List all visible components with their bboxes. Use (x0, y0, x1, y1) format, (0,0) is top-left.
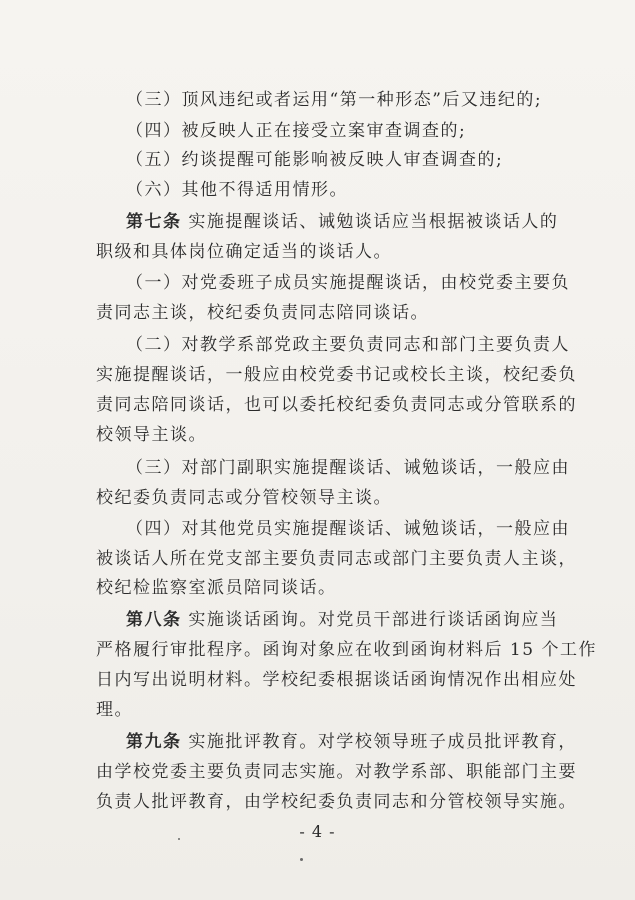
line-text: 校领导主谈。 (96, 425, 207, 445)
line-text: 实施谈话函询。对党员干部进行谈话函询应当 (181, 610, 559, 630)
text-line (96, 242, 392, 262)
text-line (96, 578, 337, 598)
text-line (126, 335, 570, 355)
line-text: （二）对教学系部党政主要负责同志和部门主要负责人 (126, 335, 570, 355)
article-heading: 第九条 (126, 732, 182, 752)
text-line (96, 303, 429, 323)
line-text: 校纪检监察室派员陪同谈话。 (96, 578, 337, 598)
line-text: 责同志陪同谈话，也可以委托校纪委负责同志或分管联系的 (96, 395, 577, 415)
text-line (126, 519, 570, 539)
text-line (96, 700, 133, 720)
line-text: （三）对部门副职实施提醒谈话、诫勉谈话，一般应由 (126, 458, 570, 478)
line-text: 由学校党委主要负责同志实施。对教学系部、职能部门主要 (96, 762, 577, 782)
line-text: 实施提醒谈话，一般应由校党委书记或校长主谈，校纪委负 (96, 365, 577, 385)
scan-speck (178, 838, 180, 840)
text-line (96, 425, 207, 445)
line-text: （一）对党委班子成员实施提醒谈话，由校党委主要负 (126, 273, 570, 293)
text-line (126, 458, 570, 478)
text-line (96, 670, 577, 690)
line-text: 理。 (96, 700, 133, 720)
line-text: （四）对其他党员实施提醒谈话、诫勉谈话，一般应由 (126, 519, 570, 539)
line-text: 职级和具体岗位确定适当的谈话人。 (96, 242, 392, 262)
text-line (96, 395, 577, 415)
text-line (126, 212, 558, 232)
line-text: 实施批评教育。对学校领导班子成员批评教育， (181, 732, 577, 752)
line-text: 责同志主谈，校纪委负责同志陪同谈话。 (96, 303, 429, 323)
text-line (96, 365, 577, 385)
text-line (96, 640, 597, 660)
line-text: 实施提醒谈话、诫勉谈话应当根据被谈话人的 (181, 212, 559, 232)
text-line (96, 792, 577, 812)
line-text: 校纪委负责同志或分管校领导主谈。 (96, 488, 392, 508)
text-line (126, 610, 558, 630)
line-text: （四）被反映人正在接受立案审查调查的; (126, 121, 467, 141)
text-line (96, 762, 577, 782)
article-heading: 第七条 (126, 212, 182, 232)
text-line (126, 180, 348, 200)
text-line (126, 121, 466, 141)
line-text: 被谈话人所在党支部主要负责同志或部门主要负责人主谈， (96, 549, 577, 569)
text-line (126, 90, 542, 110)
line-text: （六）其他不得适用情形。 (126, 180, 348, 200)
line-text: （五）约谈提醒可能影响被反映人审查调查的; (126, 150, 504, 170)
line-text: （三）顶风违纪或者运用“第一种形态”后又违纪的; (126, 90, 543, 110)
text-line (126, 273, 570, 293)
page-number: - 4 - (299, 822, 336, 841)
text-line (96, 488, 392, 508)
scan-speck (300, 858, 303, 861)
line-text: 严格履行审批程序。函询对象应在收到函询材料后 15 个工作 (96, 640, 597, 660)
text-line (96, 549, 577, 569)
line-text: 日内写出说明材料。学校纪委根据谈话函询情况作出相应处 (96, 670, 577, 690)
article-heading: 第八条 (126, 610, 182, 630)
line-text: 负责人批评教育，由学校纪委负责同志和分管校领导实施。 (96, 792, 577, 812)
text-line (126, 150, 503, 170)
text-line (126, 732, 577, 752)
